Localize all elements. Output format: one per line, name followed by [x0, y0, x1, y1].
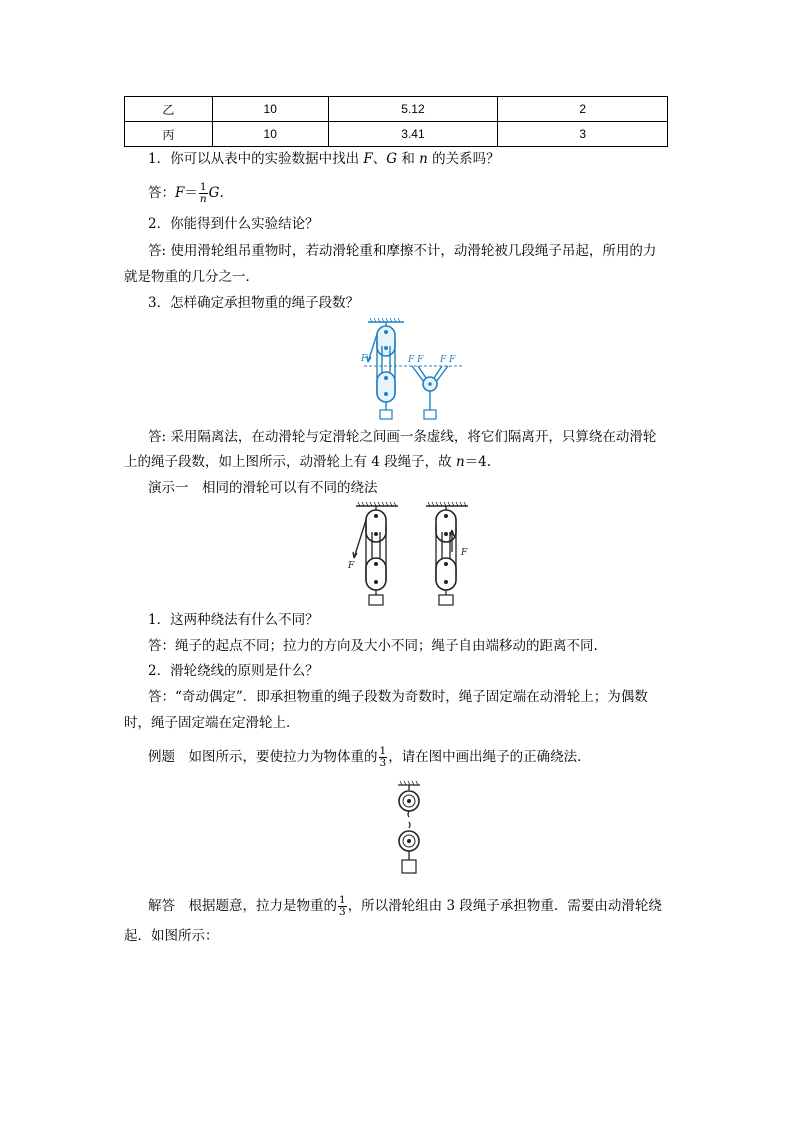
table-cell: 10	[212, 97, 328, 122]
demo-answer-1: 答：绳子的起点不同；拉力的方向及大小不同；绳子自由端移动的距离不同.	[148, 638, 598, 654]
table-cell: 丙	[125, 122, 213, 147]
question-text: 和	[397, 151, 420, 167]
table-cell: 乙	[125, 97, 213, 122]
variable-g: G	[386, 151, 398, 167]
fraction-numerator: 1	[379, 745, 387, 757]
question-text: 1．你可以从表中的实验数据中找出	[148, 151, 364, 167]
example-text: 例题 如图所示，要使拉力为物体重的	[148, 749, 378, 765]
force-pair-label: F F	[440, 355, 456, 365]
solution-line-2: 起．如图所示：	[124, 928, 219, 944]
answer-text: ＝4.	[464, 454, 492, 470]
force-label: F	[361, 354, 368, 364]
variable-f: F	[363, 151, 373, 167]
solution-text: ，所以滑轮组由 3 段绳子承担物重．需要由动滑轮绕	[347, 898, 662, 914]
period: .	[219, 185, 224, 201]
answer-2-line-2: 就是物重的几分之一．	[124, 269, 259, 285]
demo-title: 演示一 相同的滑轮可以有不同的绕法	[148, 480, 378, 496]
force-label-left: F	[348, 561, 355, 571]
fraction	[338, 895, 347, 918]
load-block	[380, 410, 392, 419]
fraction-denominator: 3	[339, 906, 346, 918]
table-cell: 10	[212, 122, 328, 147]
fraction-numerator: 1	[339, 894, 346, 906]
winding-methods-figure	[340, 500, 480, 608]
question-text: 的关系吗？	[427, 151, 500, 167]
demo-question-2: 2．滑轮绕线的原则是什么？	[148, 663, 319, 679]
separator: 、	[372, 151, 387, 167]
ceiling-hatch-left	[356, 502, 398, 506]
example-text: ，请在图中画出绳子的正确绕法．	[388, 749, 591, 765]
question-1	[148, 149, 500, 169]
fraction-denominator: 3	[379, 757, 387, 769]
ceiling-hatch-right	[426, 502, 468, 506]
answer-prefix: 答：	[148, 185, 175, 201]
load-block-left	[369, 595, 383, 605]
question-2: 2．你能得到什么实验结论？	[148, 216, 319, 232]
table-row	[125, 97, 668, 122]
demo-answer-2-line-1: 答：“奇动偶定”．即承担物重的绳子段数为奇数时，绳子固定端在动滑轮上；为偶数	[148, 689, 648, 705]
answer-text: 上的绳子段数，如上图所示，动滑轮上有 4 段绳子，故	[124, 454, 456, 470]
table-cell: 3.41	[328, 122, 498, 147]
answer-2-line-1: 答: 使用滑轮组吊重物时，若动滑轮重和摩擦不计，动滑轮被几段绳子吊起，所用的力	[148, 243, 657, 259]
table-row	[125, 122, 668, 147]
answer-1	[148, 182, 224, 205]
fraction-denominator: n	[199, 193, 207, 205]
answer-3-line-1: 答: 采用隔离法，在动滑轮与定滑轮之间画一条虚线，将它们隔离开，只算绕在动滑轮	[148, 429, 657, 445]
equals-sign: ＝	[184, 185, 198, 201]
ceiling-hatch	[398, 781, 420, 785]
table-cell: 3	[498, 122, 668, 147]
load-block-right	[439, 595, 453, 605]
demo-answer-2-line-2: 时，绳子固定端在定滑轮上．	[124, 715, 300, 731]
question-3: 3．怎样确定承担物重的绳子段数？	[148, 295, 360, 311]
example-pulley-figure	[392, 780, 426, 884]
ceiling-hatch	[368, 318, 404, 322]
solution-text: 解答 根据题意，拉力是物重的	[148, 898, 337, 914]
answer-3-line-2	[124, 452, 491, 472]
table-cell: 2	[498, 97, 668, 122]
force-pair-label: F F	[408, 355, 424, 365]
load-block	[402, 860, 416, 873]
fraction-numerator: 1	[199, 181, 207, 193]
example-prompt	[148, 746, 591, 769]
experiment-data-table	[124, 96, 668, 147]
demo-question-1: 1．这两种绕法有什么不同？	[148, 612, 319, 628]
variable-g: G	[208, 185, 220, 201]
solution-line-1	[148, 895, 662, 918]
force-label-right: F	[461, 548, 468, 558]
fraction	[379, 746, 388, 769]
variable-n: n	[455, 454, 465, 470]
pulley-isolation-figure	[360, 316, 470, 420]
variable-n: n	[419, 151, 428, 167]
variable-f: F	[175, 185, 185, 201]
table-cell: 5.12	[328, 97, 498, 122]
load-block	[424, 410, 436, 419]
fraction	[199, 182, 208, 205]
